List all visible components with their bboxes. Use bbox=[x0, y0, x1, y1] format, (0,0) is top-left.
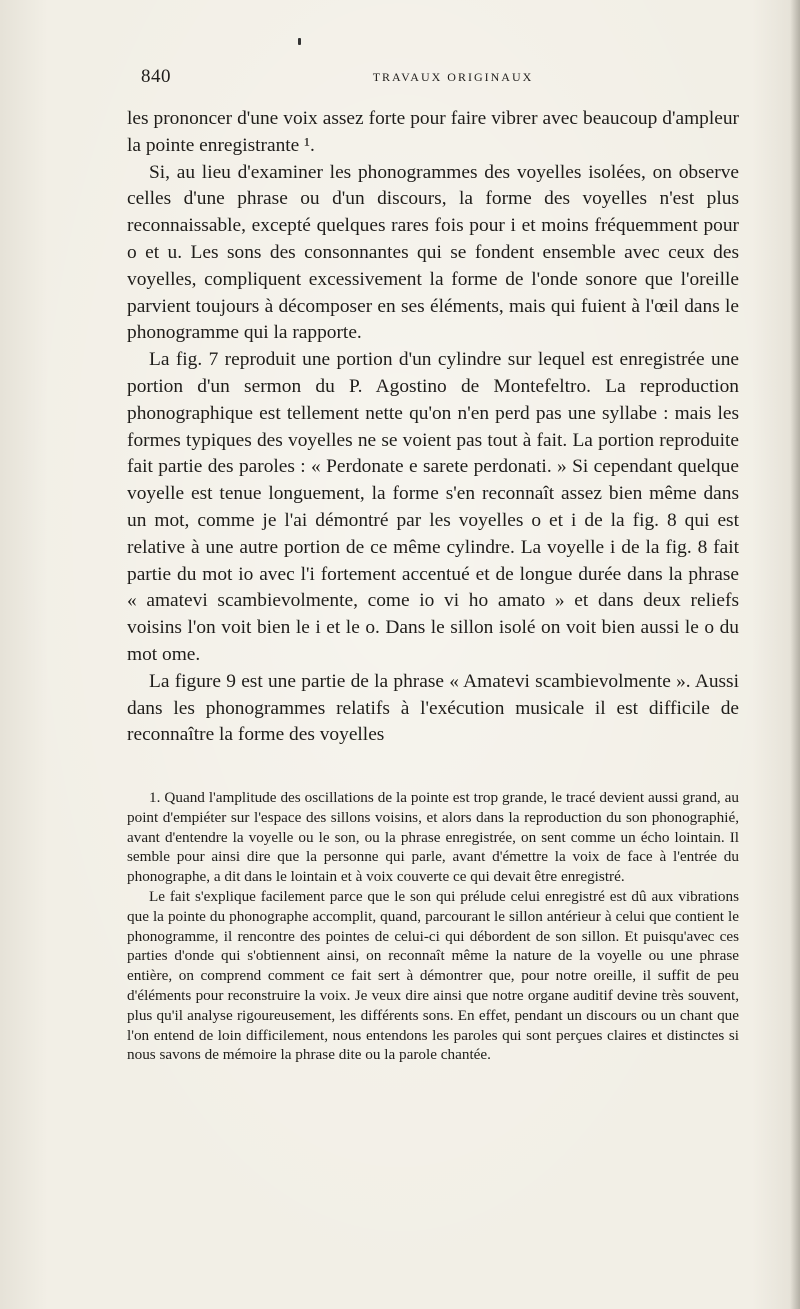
footnote bbox=[127, 788, 739, 887]
footnote-text: Le fait s'explique facilement parce que le son qui prélude celui enregistré est dû aux vibrations que la pointe du phonographe accomplit, quand, parcourant le sillon antérieur à celui que contient le phonogramme, il rencontre des pointes de celui-ci qui débordent de son sillon. Et puisqu'avec ces parties d'onde qui s'obtiennent ainsi, on reconnaît même la nature de la voyelle ou une phrase entière, on comprend comment ce fait sert à démontrer que, pour notre oreille, il suffit de peu d'éléments pour reconstruire la voix. Je veux dire ainsi que notre organe auditif devine très souvent, plus qu'il analyse rigoureusement, les différents sons. En effet, pendant un discours ou un chant que l'on entend de loin difficilement, nous entendons les paroles qui sont perçues claires et distinctes si nous savons de mémoire la phrase dite ou la parole chantée. bbox=[127, 887, 739, 1064]
paragraph: La figure 9 est une partie de la phrase « Amatevi scambievolmente ». Aussi dans les phonogrammes relatifs à l'exécution musicale il est difficile de reconnaître la forme des voyelles bbox=[127, 670, 739, 746]
paragraph: La fig. 7 reproduit une portion d'un cylindre sur lequel est enregistrée une portion d'un sermon du P. Agostino de Montefeltro. La reproduction phonographique est tellement nette qu'on n'en perd pas une syllabe : mais les formes typiques des voyelles ne se voient pas tout à fait. La portion reproduite fait partie des paroles : « Perdonate e sarete perdonati. » Si cependant quelque voyelle est tenue longuement, la forme s'en reconnaît assez bien même dans un mot, comme je l'ai démontré par les voyelles o et i de la fig. 8 qui est relative à une autre portion de ce même cylindre. La voyelle i de la fig. 8 fait partie du mot io avec l'i fortement accentué et de longue durée dans la phrase « amatevi scambievolmente, come io vi ho amato » et dans deux reliefs voisins l'on voit bien le i et le o. Dans le sillon isolé on voit bien aussi le o du mot ome. bbox=[127, 349, 739, 665]
running-title: TRAVAUX ORIGINAUX bbox=[372, 70, 534, 84]
page-header bbox=[127, 66, 739, 90]
paragraph: Si, au lieu d'examiner les phonogrammes des voyelles isolées, on observe celles d'une phrase ou d'un discours, la forme des voyelles n'est plus reconnaissable, excepté quelques rares fois pour i et moins fréquemment pour o et u. Les sons des consonnantes qui se fondent ensemble avec ceux des voyelles, compliquent excessivement la forme de l'onde sonore que l'oreille parvient toujours à décomposer en ses éléments, mais qui fuient à l'œil dans le phonogramme qui la rapporte. bbox=[127, 161, 739, 344]
footnote-text: Quand l'amplitude des oscillations de la pointe est trop grande, le tracé devient aussi grand, au point d'empiéter sur l'espace des sillons voisins, et alors dans la reproduction du son phonographié, avant d'entendre la voyelle ou le son, ou la phrase enregistrée, on sent comme un écho lointain. Il semble pour ainsi dire que la personne qui parle, avant d'émettre la voix de face à l'entrée du phonographe, a dit dans le lointain et à voix couverte ce qui devait être enregistré. bbox=[127, 789, 739, 886]
paragraph: les prononcer d'une voix assez forte pour faire vibrer avec beaucoup d'ampleur la pointe enregistrante ¹. bbox=[127, 108, 739, 156]
footnotes bbox=[127, 788, 739, 1065]
page-edge-shadow bbox=[790, 0, 800, 1309]
main-text bbox=[127, 106, 739, 749]
footnote-continuation bbox=[127, 887, 739, 1065]
footnote-number: 1. bbox=[149, 789, 161, 806]
ink-speck bbox=[298, 38, 301, 45]
page-number: 840 bbox=[141, 66, 171, 87]
